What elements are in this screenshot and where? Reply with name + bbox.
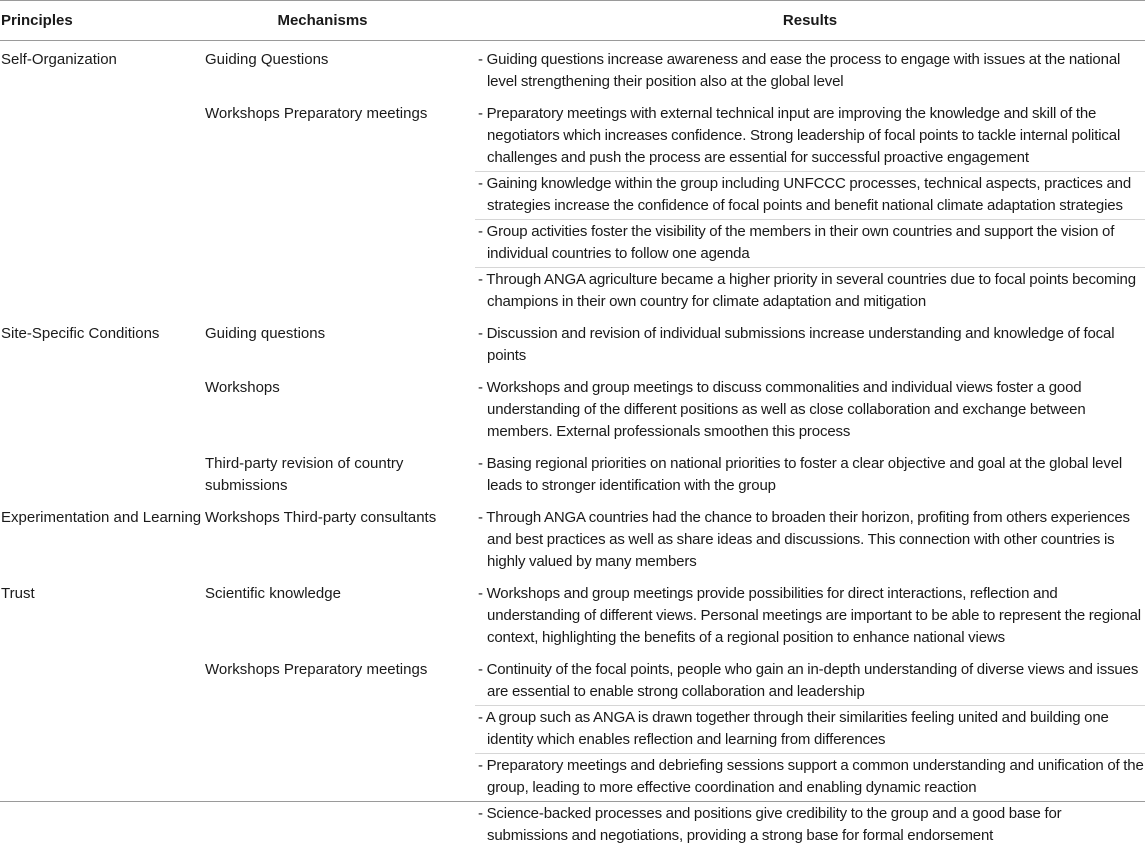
results-cell	[475, 41, 1145, 95]
result-item: - Workshops and group meetings to discuss commonalities and individual views foster a good understanding of the different positions as well as close collaboration and exchange between members. External professionals smoothen this process	[478, 379, 1086, 440]
principle-cell: Site-Specific Conditions	[1, 325, 160, 342]
mechanism-cell: Scientific knowledge	[205, 585, 341, 602]
results-cell	[475, 369, 1145, 445]
principle-cell	[0, 95, 205, 103]
mechanism-cell: Guiding Questions	[205, 51, 329, 68]
principle-cell: Self-Organization	[1, 51, 117, 68]
principle-cell: Experimentation and Learning	[1, 509, 202, 526]
header-mechanisms: Mechanisms	[277, 12, 368, 29]
result-item: - Basing regional priorities on national priorities to foster a clear objective and goal at the global level leads to stronger identification with the group	[478, 455, 1123, 494]
mechanism-cell: Workshops Preparatory meetings	[205, 661, 428, 678]
table-row	[0, 95, 1145, 315]
result-item: - Workshops and group meetings provide possibilities for direct interactions, reflection and understanding of different views. Personal meetings are important to be able to represent the regional context, highlighting the benefits of a regional position to enhance national views	[478, 585, 1141, 646]
principle-cell	[0, 369, 205, 377]
result-item: - Discussion and revision of individual submissions increase understanding and knowledge of focal points	[478, 325, 1115, 364]
header-results: Results	[782, 12, 838, 29]
table-row	[0, 651, 1145, 849]
result-item: - Preparatory meetings with external technical input are improving the knowledge and skill of the negotiators which increases confidence. Strong leadership of focal points to tackle internal political challenges and push the process are essential for successful proactive engagement	[478, 105, 1121, 166]
result-item: - Preparatory meetings and debriefing sessions support a common understanding and unification of the group, leading to more effective coordination and enabling dynamic reaction	[475, 753, 1145, 801]
result-item: - Gaining knowledge within the group including UNFCCC processes, technical aspects, practices and strategies increase the confidence of focal points and benefit national climate adaptation strategies	[475, 171, 1145, 219]
mechanism-cell: Guiding questions	[205, 325, 326, 342]
result-item: - Continuity of the focal points, people who gain an in-depth understanding of diverse views and issues are essential to enable strong collaboration and leadership	[478, 661, 1139, 700]
bottom-rule	[0, 801, 1145, 802]
table-row	[0, 369, 1145, 445]
results-cell	[475, 499, 1145, 575]
results-cell	[475, 575, 1145, 651]
table-row	[0, 41, 1145, 95]
result-item: - Through ANGA agriculture became a higher priority in several countries due to focal points becoming champions in their own country for climate adaptation and mitigation	[475, 267, 1145, 315]
result-item: - Guiding questions increase awareness and ease the process to engage with issues at the national level strengthening their position also at the global level	[478, 51, 1121, 90]
table-row	[0, 445, 1145, 499]
table-row	[0, 499, 1145, 575]
results-cell	[475, 95, 1145, 315]
result-item: - Group activities foster the visibility of the members in their own countries and support the vision of individual countries to follow one agenda	[475, 219, 1145, 267]
principle-cell	[0, 651, 205, 659]
result-item: - Through ANGA countries had the chance to broaden their horizon, profiting from others experiences and best practices as well as share ideas and discussions. This connection with other countries is highly valued by many members	[478, 509, 1130, 570]
header-principles: Principles	[1, 12, 73, 29]
mechanism-cell: Third-party revision of country submissions	[205, 455, 404, 494]
principle-cell	[0, 445, 205, 453]
mechanism-cell: Workshops	[205, 379, 280, 396]
mechanism-cell: Workshops Third-party consultants	[205, 509, 437, 526]
table-header	[0, 1, 1145, 41]
results-cell	[475, 651, 1145, 849]
table-row	[0, 315, 1145, 369]
mechanism-cell: Workshops Preparatory meetings	[205, 105, 428, 122]
results-cell	[475, 445, 1145, 499]
principle-cell: Trust	[1, 585, 35, 602]
result-item: - Science-backed processes and positions give credibility to the group and a good base for submissions and negotiations, providing a strong base for formal endorsement	[475, 801, 1145, 849]
result-item: - A group such as ANGA is drawn together through their similarities feeling united and building one identity which enables reflection and learning from differences	[475, 705, 1145, 753]
table-body	[0, 41, 1145, 849]
results-cell	[475, 315, 1145, 369]
table-row	[0, 575, 1145, 651]
